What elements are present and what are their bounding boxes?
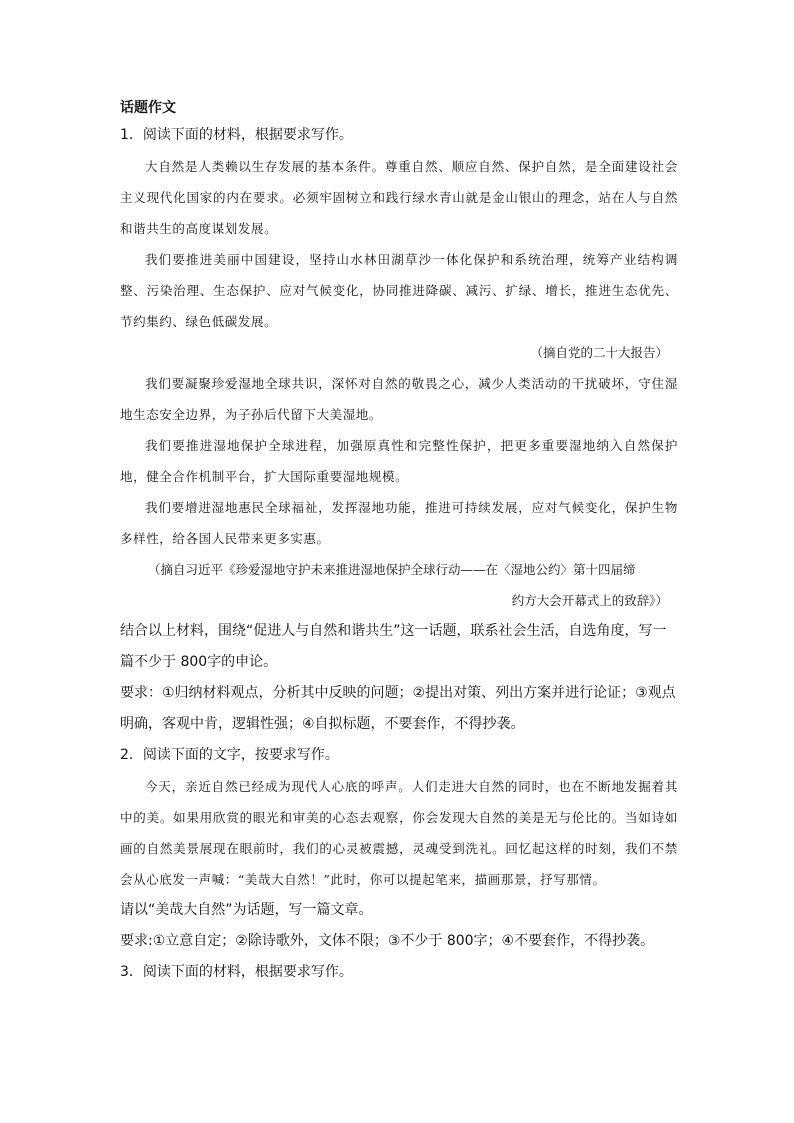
- q1-source-citation-2-line1: （摘自习近平《珍爱湿地守护未来推进湿地保护全球行动——在〈湿地公约〉第十四届缔: [148, 562, 636, 577]
- q1-material-paragraph: 我们要凝聚珍爱湿地全球共识，深怀对自然的敬畏之心，减少人类活动的干扰破坏，守住湿地生态安全边界，为子孙后代留下大美湿地。: [120, 376, 678, 422]
- q1-material-paragraph: 大自然是人类赖以生存发展的基本条件。尊重自然、顺应自然、保护自然，是全面建设社会主义现代化国家的内在要求。必须牢固树立和践行绿水青山就是金山银山的理念，站在人与自然和谐共生的高度谋划发展。: [120, 159, 678, 236]
- q1-material-paragraph: 我们要增进湿地惠民全球福祉，发挥湿地功能，推进可持续发展，应对气候变化，保护生物多样性，给各国人民带来更多实惠。: [120, 500, 678, 546]
- q1-source-citation-2: [120, 554, 678, 616]
- q1-material-paragraph: 我们要推进美丽中国建设，坚持山水林田湖草沙一体化保护和系统治理，统筹产业结构调整、污染治理、生态保护、应对气候变化，协同推进降碳、减污、扩绿、增长，推进生态优先、节约集约、绿色低碳发展。: [120, 252, 678, 329]
- q1-material-paragraph: 我们要推进湿地保护全球进程，加强原真性和完整性保护，把更多重要湿地纳入自然保护地，健全合作机制平台，扩大国际重要湿地规模。: [120, 438, 678, 484]
- question-1-requirements: 要求：①归纳材料观点，分析其中反映的问题；②提出对策、列出方案并进行论证；③观点明确，客观中肯，逻辑性强；④自拟标题，不要套作，不得抄袭。: [120, 685, 676, 732]
- question-2-task: 请以“美哉大自然”为话题，写一篇文章。: [120, 902, 373, 918]
- document-page: [120, 96, 678, 988]
- section-title: 话题作文: [120, 100, 176, 116]
- question-2-requirements: 要求:①立意自定；②除诗歌外，文体不限；③不少于 800字；④不要套作，不得抄袭。: [120, 933, 655, 949]
- question-3-prompt: 3．阅读下面的材料，根据要求写作。: [120, 964, 353, 980]
- question-1-task: 结合以上材料，围绕“促进人与自然和谐共生”这一话题，联系社会生活，自选角度，写一篇不少于 800字的申论。: [120, 623, 667, 670]
- q1-source-citation-2-line2: 约方大会开幕式上的致辞》）: [511, 593, 668, 608]
- question-1-prompt: 1．阅读下面的材料，根据要求写作。: [120, 127, 353, 143]
- question-2-prompt: 2．阅读下面的文字，按要求写作。: [120, 747, 339, 763]
- q1-source-citation-1: （摘自党的二十大报告）: [530, 345, 668, 360]
- q2-material-paragraph: 今天，亲近自然已经成为现代人心底的呼声。人们走进大自然的同时，也在不断地发掘着其中的美。如果用欣赏的眼光和审美的心态去观察，你会发现大自然的美是无与伦比的。当如诗如画的自然美景展现在眼前时，我们的心灵被震撼，灵魂受到洗礼。回忆起这样的时刻，我们不禁会从心底发一声喊：“美哉大自然！”此时，你可以提起笔来，描画那景，抒写那情。: [120, 779, 678, 887]
